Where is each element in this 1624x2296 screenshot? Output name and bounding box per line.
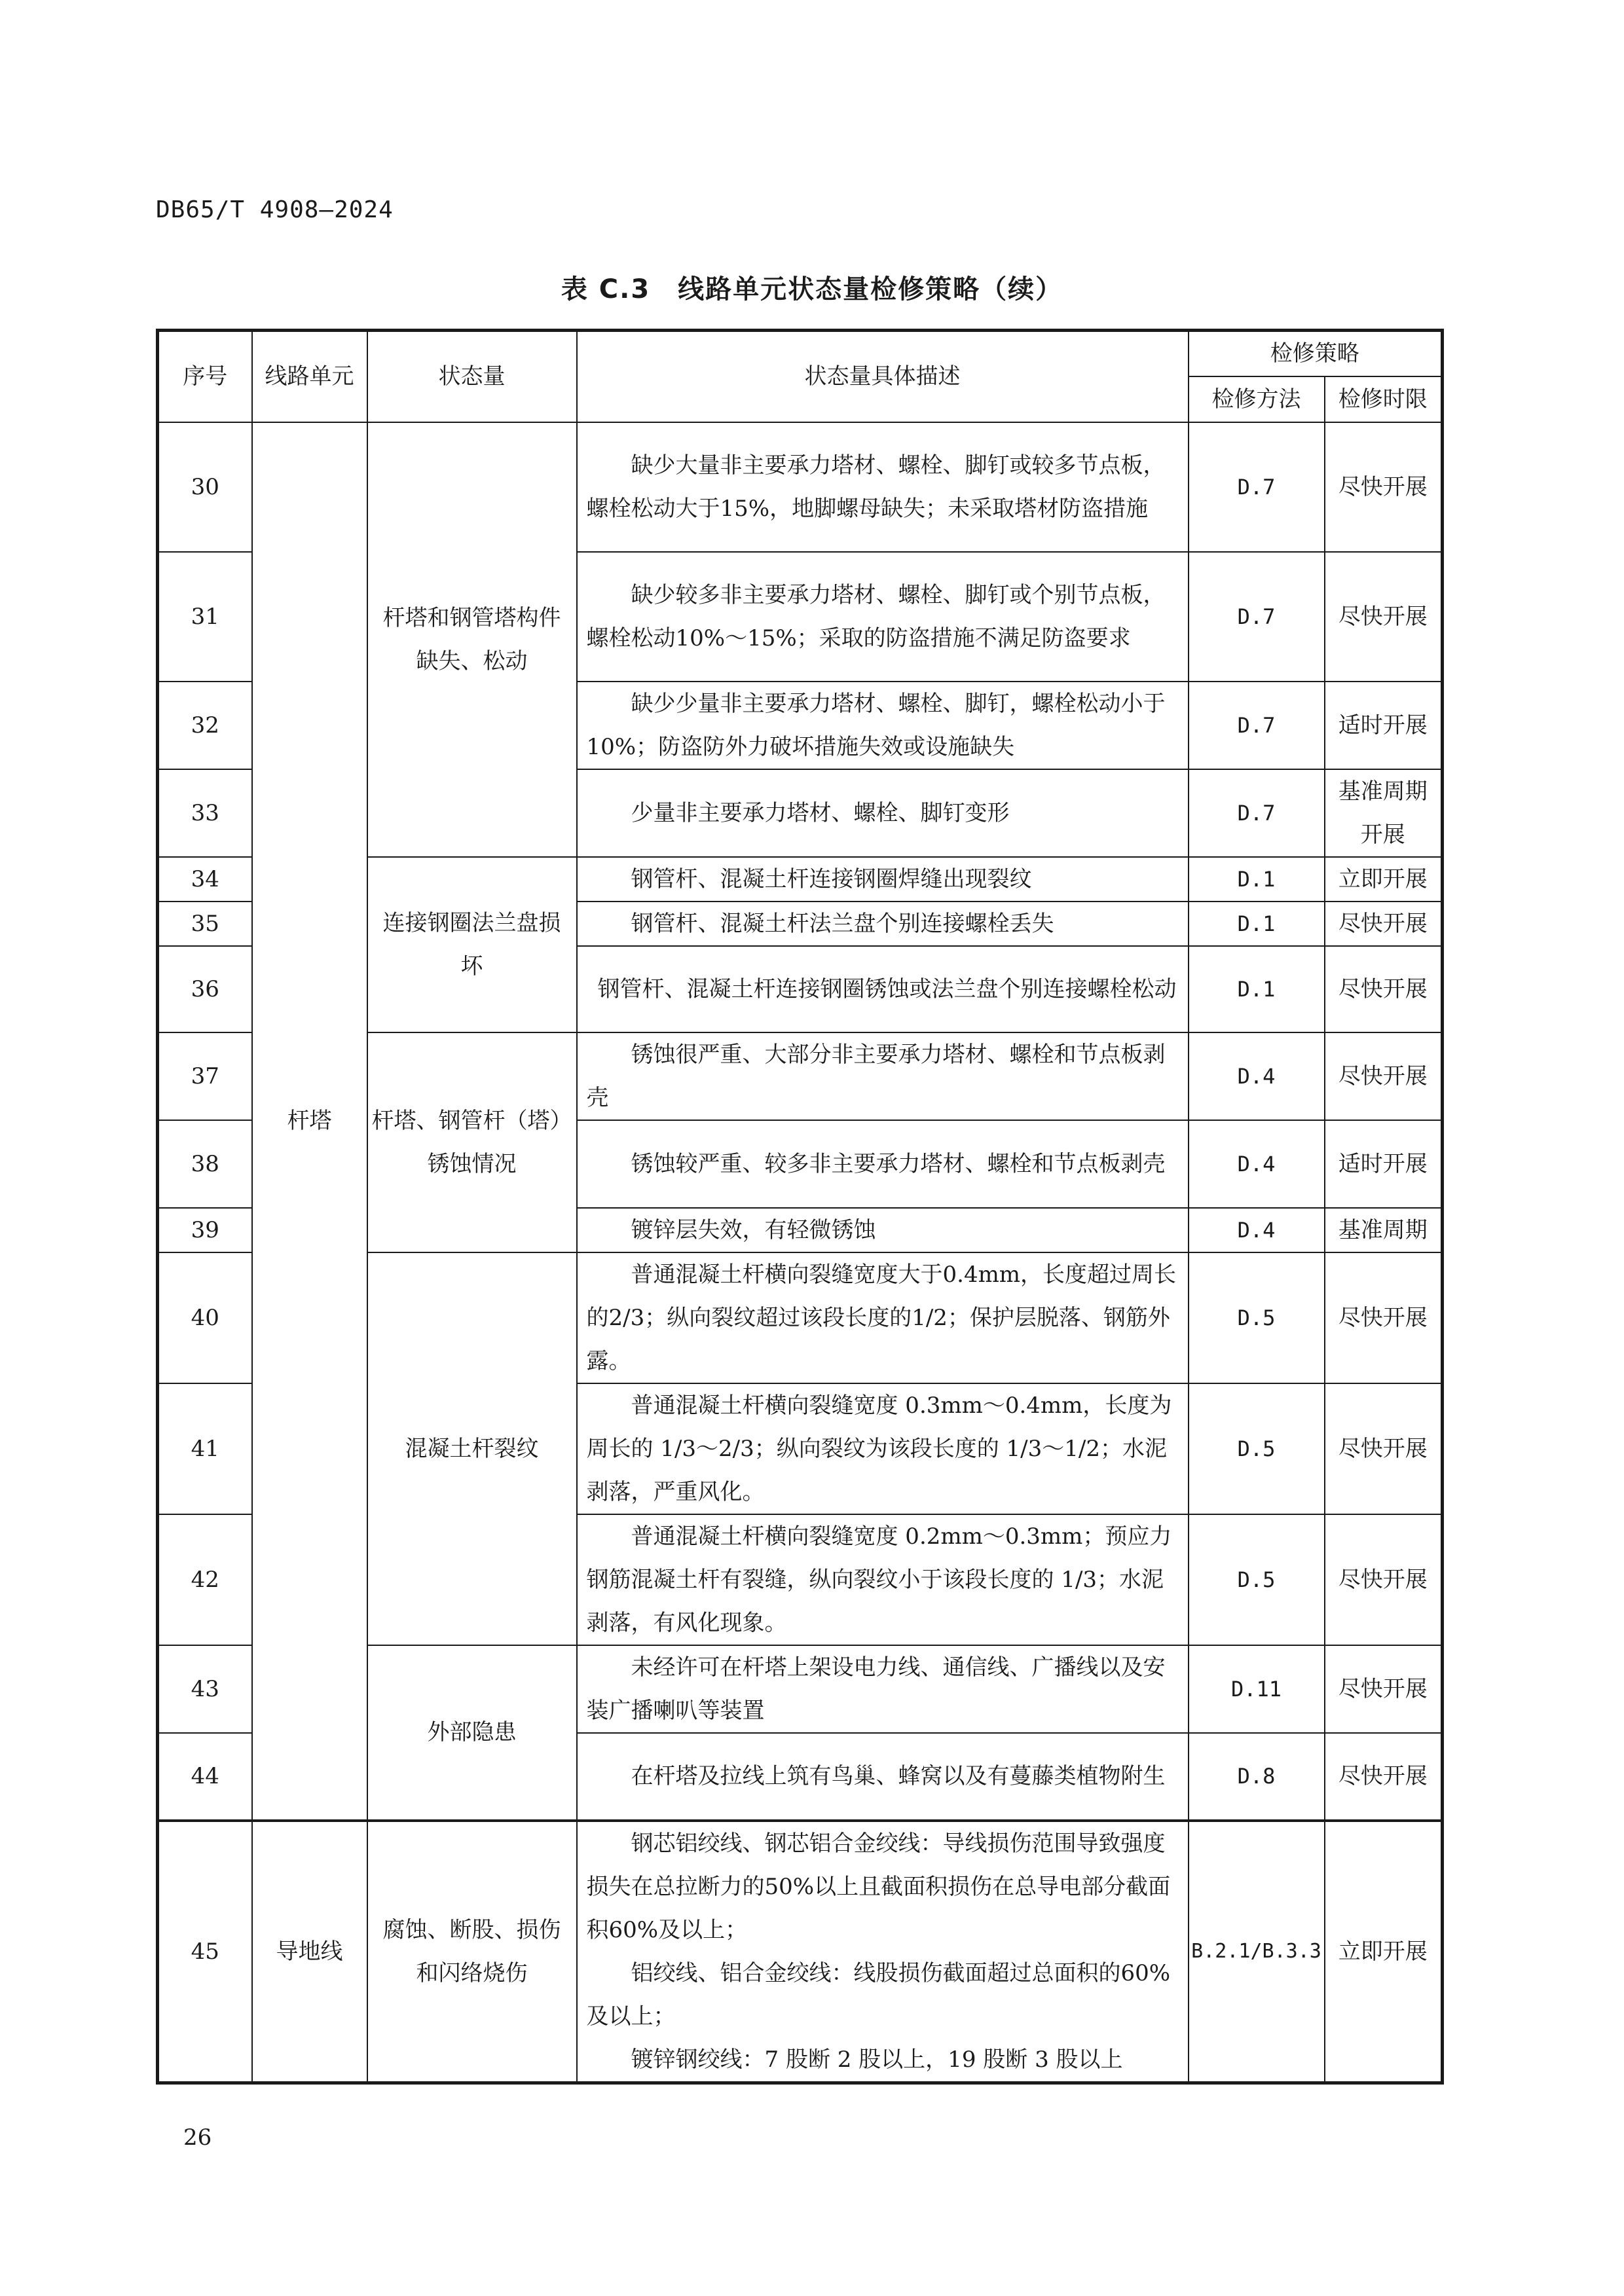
row-time-limit: 尽快开展 (1325, 1733, 1443, 1821)
row-description: 普通混凝土杆横向裂缝宽度大于0.4mm，长度超过周长的2/3；纵向裂纹超过该段长度的1/2；保护层脱落、钢筋外露。 (577, 1252, 1189, 1383)
row-description (577, 1821, 1189, 2083)
header-seq: 序号 (158, 331, 252, 422)
row-method: D.7 (1189, 682, 1325, 769)
row-number: 39 (158, 1208, 252, 1252)
row-number: 45 (158, 1821, 252, 2083)
row-number: 31 (158, 552, 252, 682)
maintenance-strategy-table (156, 329, 1444, 2085)
row-number: 34 (158, 857, 252, 902)
row-description: 锈蚀较严重、较多非主要承力塔材、螺栓和节点板剥壳 (577, 1120, 1189, 1208)
row-time-limit: 立即开展 (1325, 1821, 1443, 2083)
row-description: 普通混凝土杆横向裂缝宽度 0.3mm～0.4mm，长度为周长的 1/3～2/3；纵向裂纹为该段长度的 1/3～1/2；水泥剥落，严重风化。 (577, 1383, 1189, 1514)
row-number: 32 (158, 682, 252, 769)
row-description: 未经许可在杆塔上架设电力线、通信线、广播线以及安装广播喇叭等装置 (577, 1645, 1189, 1733)
row-method: D.4 (1189, 1120, 1325, 1208)
row-method: D.1 (1189, 946, 1325, 1032)
row-number: 37 (158, 1032, 252, 1120)
row-time-limit: 尽快开展 (1325, 1252, 1443, 1383)
row-time-limit: 基准周期开展 (1325, 769, 1443, 857)
row-number: 40 (158, 1252, 252, 1383)
row-number: 43 (158, 1645, 252, 1733)
row-time-limit: 尽快开展 (1325, 422, 1443, 552)
row-method: D.5 (1189, 1514, 1325, 1645)
table-title: 表 C.3 线路单元状态量检修策略（续） (561, 274, 1063, 304)
header-state: 状态量 (367, 331, 577, 422)
header-time-limit: 检修时限 (1325, 376, 1443, 422)
row-method: D.5 (1189, 1252, 1325, 1383)
row-number: 41 (158, 1383, 252, 1514)
row-number: 35 (158, 902, 252, 946)
table-row (158, 1821, 1443, 2083)
page-number: 26 (183, 2124, 212, 2151)
row-description: 镀锌层失效，有轻微锈蚀 (577, 1208, 1189, 1252)
row-description: 少量非主要承力塔材、螺栓、脚钉变形 (577, 769, 1189, 857)
row-method: D.7 (1189, 769, 1325, 857)
row-description: 缺少大量非主要承力塔材、螺栓、脚钉或较多节点板，螺栓松动大于15%，地脚螺母缺失；未采取塔材防盗措施 (577, 422, 1189, 552)
row-number: 30 (158, 422, 252, 552)
row-number: 36 (158, 946, 252, 1032)
row-method: D.7 (1189, 422, 1325, 552)
row-method: D.5 (1189, 1383, 1325, 1514)
row-description: 钢管杆、混凝土杆连接钢圈锈蚀或法兰盘个别连接螺栓松动 (577, 946, 1189, 1032)
row-description: 普通混凝土杆横向裂缝宽度 0.2mm～0.3mm；预应力钢筋混凝土杆有裂缝，纵向裂纹小于该段长度的 1/3；水泥剥落，有风化现象。 (577, 1514, 1189, 1645)
unit-cell-tower: 杆塔 (252, 422, 367, 1821)
row-time-limit: 尽快开展 (1325, 1032, 1443, 1120)
row-method: D.1 (1189, 902, 1325, 946)
row-description: 锈蚀很严重、大部分非主要承力塔材、螺栓和节点板剥壳 (577, 1032, 1189, 1120)
row-method: D.4 (1189, 1208, 1325, 1252)
description-paragraph: 镀锌钢绞线：7 股断 2 股以上，19 股断 3 股以上 (631, 2046, 1123, 2073)
header-description: 状态量具体描述 (577, 331, 1189, 422)
table-row (158, 422, 1443, 552)
row-description: 在杆塔及拉线上筑有鸟巢、蜂窝以及有蔓藤类植物附生 (577, 1733, 1189, 1821)
row-method: D.1 (1189, 857, 1325, 902)
row-description: 钢管杆、混凝土杆法兰盘个别连接螺栓丢失 (577, 902, 1189, 946)
row-description: 钢管杆、混凝土杆连接钢圈焊缝出现裂纹 (577, 857, 1189, 902)
row-method: D.7 (1189, 552, 1325, 682)
description-paragraph: 钢芯铝绞线、钢芯铝合金绞线：导线损伤范围导致强度损失在总拉断力的50%以上且截面积损伤在总导电部分截面积60%及以上； (586, 1830, 1171, 1943)
unit-cell-conductor: 导地线 (252, 1821, 367, 2083)
row-time-limit: 尽快开展 (1325, 902, 1443, 946)
row-time-limit: 基准周期 (1325, 1208, 1443, 1252)
row-method: B.2.1/B.3.3 (1189, 1821, 1325, 2083)
row-number: 44 (158, 1733, 252, 1821)
row-time-limit: 适时开展 (1325, 1120, 1443, 1208)
state-group-conductor-damage: 腐蚀、断股、损伤和闪络烧伤 (367, 1821, 577, 2083)
state-group-concrete-crack: 混凝土杆裂纹 (367, 1252, 577, 1645)
row-description: 缺少少量非主要承力塔材、螺栓、脚钉，螺栓松动小于10%；防盗防外力破坏措施失效或设施缺失 (577, 682, 1189, 769)
row-time-limit: 尽快开展 (1325, 1514, 1443, 1645)
row-description: 缺少较多非主要承力塔材、螺栓、脚钉或个别节点板，螺栓松动10%～15%；采取的防盗措施不满足防盗要求 (577, 552, 1189, 682)
row-time-limit: 适时开展 (1325, 682, 1443, 769)
row-time-limit: 尽快开展 (1325, 1645, 1443, 1733)
description-paragraph: 铝绞线、铝合金绞线：线股损伤截面超过总面积的60%及以上； (586, 1959, 1171, 2030)
row-number: 33 (158, 769, 252, 857)
row-time-limit: 尽快开展 (1325, 1383, 1443, 1514)
row-time-limit: 立即开展 (1325, 857, 1443, 902)
row-number: 38 (158, 1120, 252, 1208)
header-method: 检修方法 (1189, 376, 1325, 422)
row-method: D.8 (1189, 1733, 1325, 1821)
row-number: 42 (158, 1514, 252, 1645)
header-unit: 线路单元 (252, 331, 367, 422)
row-time-limit: 尽快开展 (1325, 946, 1443, 1032)
row-time-limit: 尽快开展 (1325, 552, 1443, 682)
state-group-missing-loose: 杆塔和钢管塔构件缺失、松动 (367, 422, 577, 857)
row-method: D.11 (1189, 1645, 1325, 1733)
row-method: D.4 (1189, 1032, 1325, 1120)
state-group-external-hazard: 外部隐患 (367, 1645, 577, 1821)
document-code: DB65/T 4908—2024 (156, 196, 394, 223)
state-group-corrosion: 杆塔、钢管杆（塔）锈蚀情况 (367, 1032, 577, 1252)
state-group-flange-damage: 连接钢圈法兰盘损坏 (367, 857, 577, 1032)
header-strategy: 检修策略 (1189, 331, 1443, 376)
